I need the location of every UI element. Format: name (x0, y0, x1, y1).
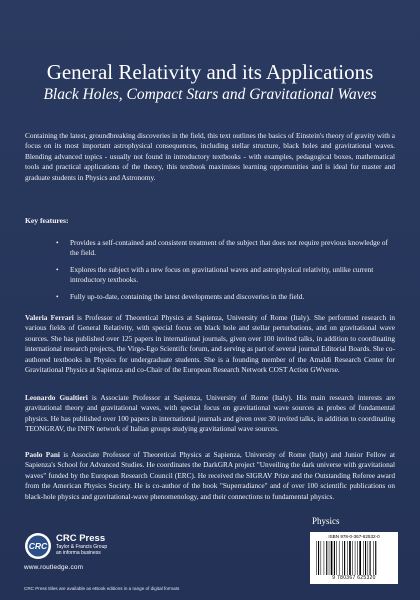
barcode-bar (344, 541, 345, 575)
author-bio-text: is Professor of Theoretical Physics at Sapienza, University of Rome (Italy). She performed research in various fields of General Relativity, with special focus on black hole and stellar perturbations, and on gravitational wave sources. She has published over 125 papers in international journals, given over 100 invited talks, in addition to coordinating international research projects, the Virgo-Ego Scientific forum, and serving as part of several journal Editorial Boards. She co-authored textbooks in Physics for undergraduate students. She is a founding member of the Amaldi Research Center for Gravitational Physics at Sapienza and co-Chair of the European Research Network COST Action GWverse. (25, 313, 395, 375)
publisher-name: CRC Press (56, 533, 106, 544)
logo-text: CRC (28, 541, 48, 552)
key-features-heading: Key features: (25, 216, 69, 225)
crc-press-logo (24, 532, 52, 560)
blurb-paragraph: Containing the latest, groundbreaking discoveries in the field, this text outlines the basics of Einstein's theory of gravity with a focus on its most important astrophysical consequences, including stellar structure, black holes and gravitational waves. Blending advanced topics - usually not found in introductory textbooks - with examples, pedagogical boxes, mathematical tools and practical applications of the theory, this textbook maximises learning opportunities and is ideal for master and graduate students in Physics and Astronomy. (25, 131, 395, 182)
barcode-bar (321, 541, 322, 575)
barcode-bar (357, 541, 358, 575)
subject-label: Physics (312, 516, 340, 526)
publisher-url[interactable]: www.routledge.com (24, 564, 84, 571)
barcode-bar (331, 541, 333, 575)
barcode-bar (352, 541, 353, 575)
barcode (310, 532, 398, 584)
author-bio-text: is Associate Professor of Theoretical Physics at Sapienza, University of Rome (Italy) and Junior Fellow at Sapienza's School for Advanced Studies. He coordinates the DarkGRA project "Unveiling the dark universe with gravitational waves" funded by the European Research Council (ERC). He received the SIGRAV Prize and the Outstanding Referee award from the American Physics Society. He is co-author of the book "Superradiance" and of over 100 scientific publications on black-hole physics and gravitational-wave phenomenology, and their connections to fundamental physics. (25, 450, 395, 501)
barcode-bar (318, 541, 319, 575)
barcode-bar (370, 541, 371, 575)
barcode-bar (324, 541, 325, 575)
barcode-bar (339, 541, 340, 575)
publisher-tagline: an informa business (56, 550, 101, 557)
barcode-bar (373, 541, 374, 575)
barcode-bar (355, 541, 356, 575)
ebook-note: CRC Press titles are available as eBook editions in a range of digital formats (24, 586, 180, 591)
author-name: Leonardo Gualtieri (25, 393, 88, 402)
author-bio-gualtieri (25, 393, 395, 435)
barcode-bar (359, 541, 361, 575)
author-bio-pani (25, 450, 395, 502)
barcode-bars (316, 541, 392, 575)
barcode-bar (363, 541, 364, 575)
barcode-bar (336, 541, 337, 575)
author-bio-text: is Associate Professor at Sapienza, University of Rome (Italy). His main research interests are gravitational theory and gravitational waves, with special focus on gravitational wave sources as probes of fundamental physics. He has published over 100 papers in international journals and given over 30 invited talks, in addition to coordinating TEONGRAV, the INFN network of Italian groups studying gravitational wave sources. (25, 393, 395, 434)
barcode-bar (342, 541, 343, 575)
key-feature-item: • Provides a self-contained and consistent treatment of the subject that does not require previous knowledge of the field. (70, 238, 395, 259)
barcode-bar (326, 541, 327, 575)
barcode-bar (347, 541, 348, 575)
barcode-bar (316, 541, 317, 575)
barcode-bar (334, 541, 335, 575)
barcode-bar (349, 541, 351, 575)
book-title: General Relativity and its Applications (46, 60, 374, 84)
author-name: Valeria Ferrari (25, 313, 74, 322)
key-feature-item: • Explores the subject with a new focus on gravitational waves and astrophysical relativity, unlike current introductory textbooks. (70, 265, 395, 286)
author-name: Paolo Pani (25, 450, 60, 459)
author-bio-ferrari (25, 313, 395, 375)
barcode-bar (368, 541, 369, 575)
isbn-text: ISBN 978-0-367-62532-0 (328, 534, 380, 539)
publisher-block (56, 533, 107, 557)
book-subtitle: Black Holes, Compact Stars and Gravitational Waves (43, 86, 377, 103)
barcode-bar (329, 541, 330, 575)
key-feature-item: • Fully up-to-date, containing the latest developments and discoveries in the field. (70, 292, 395, 302)
barcode-bar (375, 541, 376, 575)
barcode-number: 9 780367 625320 (332, 575, 376, 581)
barcode-bar (365, 541, 366, 575)
publisher-group: Taylor & Francis Group (56, 544, 108, 550)
